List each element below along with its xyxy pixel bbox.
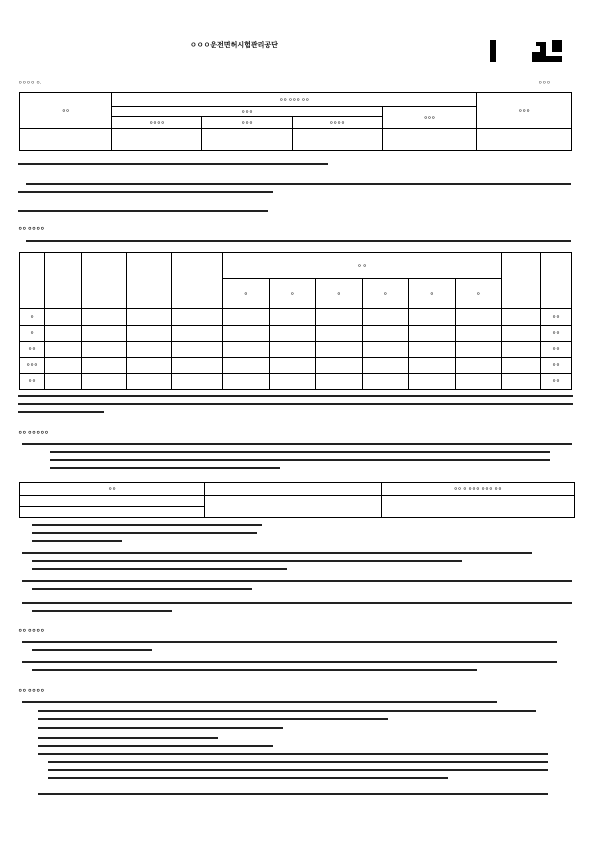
table-cell: ㅇㅇㅇㅇ: [112, 117, 202, 129]
row-label: ㅇ: [20, 309, 45, 325]
logo-icon: [488, 38, 566, 64]
section-label-2: ㅇㅇ ㅇㅇㅇㅇㅇ: [18, 431, 49, 436]
table-cell: ㅇㅇㅇ: [202, 117, 292, 129]
table-cell: ㅇㅇㅇ: [382, 107, 477, 129]
row-unit: ㅇㅇ: [541, 357, 572, 373]
row-label: ㅇㅇㅇ: [20, 357, 45, 373]
row-label: ㅇ: [20, 325, 45, 341]
table-cell: ㅇㅇㅇㅇ: [292, 117, 382, 129]
table-cell: ㅇㅇㅇ: [112, 107, 382, 117]
row-label: ㅇㅇ: [20, 341, 45, 357]
table-cell: ㅇㅇㅇ: [477, 93, 572, 129]
ref-right: ㅇㅇㅇ: [538, 81, 551, 86]
row-unit: ㅇㅇ: [541, 341, 572, 357]
section-label-1: ㅇㅇ ㅇㅇㅇㅇ: [18, 227, 45, 232]
box-left: ㅇㅇ: [20, 483, 205, 496]
table-cell: ㅇㅇ ㅇㅇㅇ ㅇㅇ: [112, 93, 477, 107]
box-table: [19, 482, 575, 518]
row-unit: ㅇㅇ: [541, 373, 572, 389]
box-right: ㅇㅇ ㅇ ㅇㅇㅇ ㅇㅇㅇ ㅇㅇ: [381, 483, 574, 496]
ref-left: ㅇㅇㅇㅇ ㅇ.: [18, 81, 42, 86]
table-cell: ㅇㅇ: [20, 93, 112, 129]
row-unit: ㅇㅇ: [541, 325, 572, 341]
row-label: ㅇㅇ: [20, 373, 45, 389]
document-title: ㅇㅇㅇ운전면허시험관리공단: [190, 41, 278, 49]
summary-table: [19, 92, 572, 151]
row-unit: ㅇㅇ: [541, 309, 572, 325]
data-table: ㅇ ㅇ ㅇ ㅇ ㅇ ㅇ ㅇ ㅇ ㅇ ㅇㅇ ㅇ ㅇㅇ ㅇㅇ ㅇㅇ ㅇㅇㅇ ㅇㅇ ㅇㅇ ㅇㅇ: [19, 252, 572, 390]
section-label-4: ㅇㅇ ㅇㅇㅇㅇ: [18, 689, 45, 694]
section-label-3: ㅇㅇ ㅇㅇㅇㅇ: [18, 629, 45, 634]
